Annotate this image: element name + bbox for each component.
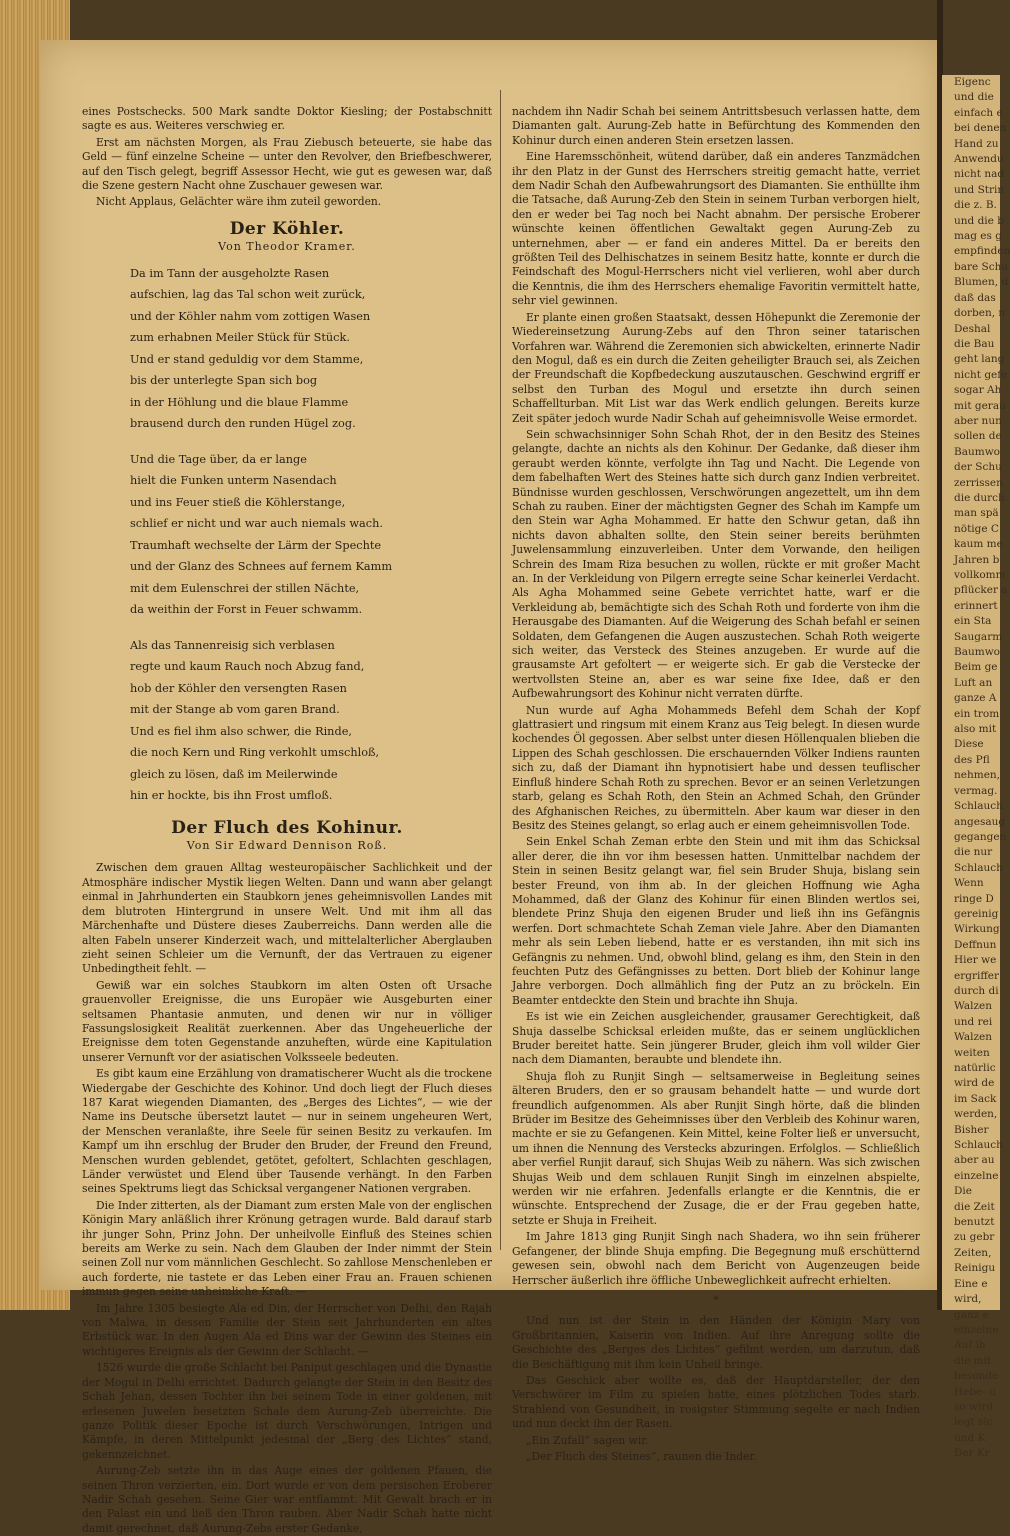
fragment-line: sollen de [954,430,1002,443]
fragment-line: wird de [954,1077,995,1090]
fragment-line: sogar Ah [954,384,1002,397]
poem-line: Und er stand geduldig vor dem Stamme, [130,352,364,366]
poem-line: da weithin der Forst in Feuer schwamm. [130,603,363,617]
fragment-line: erinnert [954,599,998,612]
intro-paragraph: Erst am nächsten Morgen, als Frau Ziebusch beteuerte, sie habe das Geld — fünf einzelne Scheine — unter den Revolver, den Briefbeschwerer, auf den Tisch gelegt, begriff Assessor Hecht, wie gut es gewesen war, daß die Szene gestern Nacht ohne Zuschauer gewesen war. [82,135,492,193]
section-separator: * [713,1294,719,1306]
adjacent-page-fragment [942,75,1010,1460]
story-continuation [512,105,920,1288]
fragment-line: bei denen [954,122,1007,135]
fragment-line: die durch [954,491,1005,504]
fragment-line: der Schu [954,461,1002,474]
fragment-line: im Sack [954,1092,997,1105]
paragraph: Sein Enkel Schah Zeman erbte den Stein und mit ihm das Schicksal aller derer, die ihn vor ihm besessen hatten. Unmittelbar nachdem der Stein in seinen Besitz gelangt war, fiel sein Bruder Shuja, bislang sein bester Freund, von ihm ab. In der gleichen Hoffnung wie Agha Mohammed, daß der Glanz des Kohinur für einen Blinden wertlos sei, blendete Prinz Shuja den eigenen Bruder und ließ ihn ins Gefängnis werfen. Dort schmachtete Schah Zeman viele Jahre. Aber den Diamanten mehr als sein Leben liebend, hatte er es verstanden, ihn mit sich ins Gefängnis zu nehmen. Und, obwohl blind, gelang es ihm, den Stein in den feuchten Putz des Gefängnisses zu betten. Dort blieb der Kohinur lange Jahre verborgen. Doch allmählich fing der Putz an zu bröckeln. Ein Beamter entdeckte den Stein und brachte ihn Shuja. [512,835,920,1007]
fragment-line: Saugarm [954,630,1003,643]
paragraph: Es gibt kaum eine Erzählung von dramatischerer Wucht als die trockene Wiedergabe der Geschichte des Kohinor. Und doch liegt der Fluch dieses 187 Karat wiegenden Diamanten, des „Berges des Lichtes“, — wie der Name ins Deutsche übersetzt lautet — nur in seinem ungeheuren Wert, der Menschen veranlaßte, ihre Seele für seinen Besitz zu verkaufen. Im Kampf um ihn erschlug der Bruder den Bruder, der Freund den Freund, Menschen wurden geblendet, getötet, gefoltert, Schlachten geschlagen, Länder verwüstet und Elend über Tausende verhängt. In den Farben seines Spektrums liegt das Schicksal vergangener Nationen vergraben. [82,1067,492,1196]
fragment-line: zu gebr [954,1231,995,1244]
fragment-line: ein Sta [954,615,992,628]
poem-line: Traumhaft wechselte der Lärm der Spechte [130,538,382,552]
fragment-line: die nur [954,846,993,859]
fragment-line: die z. B. [954,199,997,212]
poem-author: Von Theodor Kramer. [218,240,356,254]
fragment-line: kaum me [954,538,1003,551]
paragraph: Das Geschick aber wollte es, daß der Hauptdarsteller, der den Verschwörer im Film zu spielen hatte, eines plötzlichen Todes starb. Strahlend von Gesundheit, in rosigster Stimmung segelte er nach Indien und nun deckt ihn der Rasen. [512,1373,920,1431]
fragment-line: Diese [954,738,984,751]
paragraph: 1526 wurde die große Schlacht bei Paniput geschlagen und die Dynastie der Mogul in Delhi errichtet. Dadurch gelangte der Stein in den Besitz des Schah Jehan, dessen Tochter ihn bei seinem Tode in einer goldenen, mit erlesenen Juwelen besetzten Schale dem Aurung-Zeb überreichte. Die ganze Politik dieser Epoche ist durch Verschwörungen, Intrigen und Kämpfe, in deren Mittelpunkt jedesmal der „Berg des Lichtes“ stand, gekennzeichnet. [82,1361,492,1461]
fragment-line: Wirkung [954,923,1000,936]
poem-line: und ins Feuer stieß die Köhlerstange, [130,495,346,509]
fragment-line: Jahren b [954,553,1000,566]
fragment-line: die Zeit [954,1200,995,1213]
fragment-line: ringe D [954,892,994,905]
poem-line: Als das Tannenreisig sich verblasen [130,638,335,652]
right-column [512,105,920,1463]
fragment-line: aber au [954,1154,995,1167]
fragment-line: Der Kr [954,1447,990,1460]
fragment-line: vollkomm [954,569,1006,581]
fragment-line: mag es g [954,230,1002,243]
fragment-line: werden, [954,1108,998,1121]
fragment-line: ein trom [954,707,1000,720]
fragment-line: Hebe- u [954,1385,996,1398]
paragraph: Shuja floh zu Runjit Singh — seltsamerweise in Begleitung seines älteren Bruders, den er so grausam behandelt hatte — und wurde dort freundlich aufgenommen. Als aber Runjit Singh hörte, daß die blinden Brüder im Besitze des Geheimnisses über den Verbleib des Kohinur waren, machte er sie zu Gefangenen. Kein Mittel, keine Folter ließ er unversucht, um ihnen die Nennung des Verstecks abzuringen. Erfolglos. — Schließlich aber verfiel Runjit darauf, sich Shujas Weib zu nähern. Was sich zwischen Shujas Weib und dem schlauen Runjit Singh im einzelnen abspielte, werden wir nie erfahren. Jedenfalls erlangte er die Kenntnis, die er wünschte. Entsprechend der Zusage, die er der Frau gegeben hatte, setzte er Shuja in Freiheit. [512,1069,920,1227]
poem-line: Und es fiel ihm also schwer, die Rinde, [130,724,352,738]
fragment-line: Schlauch [954,861,1003,874]
fragment-line: also mit [954,723,997,736]
fragment-line: Eigenc [954,76,991,88]
fragment-line: Hand zu [954,137,999,150]
fragment-line: und rei [954,1015,993,1028]
fragment-line: geht lang [954,353,1005,366]
poem-line: die noch Kern und Ring verkohlt umschloß, [130,746,380,760]
paragraph: Sein schwachsinniger Sohn Schah Rhot, der in den Besitz des Steines gelangte, dachte an nichts als den Kohinur. Der Gedanke, daß dieser ihm geraubt werden könnte, verfolgte ihn Tag und Nacht. Die Legende von dem fabelhaften Wert des Steines hatte sich durch ganz Indien verbreitet. Bündnisse wurden geschlossen, Verschwörungen angezettelt, um ihn dem Schah zu rauben. Einer der mächtigsten Gegner des Schah im Kampfe um den Stein war Agha Mohammed. Er hatte den Schwur getan, daß ihn nichts davon abhalten sollte, den Stein seiner bereits berühmten Juwelensammlung einzuverleiben. Unter dem Vorwande, den heiligen Schrein des Imam Riza besuchen zu wollen, rückte er mit großer Macht an. In der Verkleidung von Pilgern erregte seine Schar keinerlei Verdacht. Als Agha Mohammed seine Gebete verrichtet hatte, warf er die Verkleidung ab, bemächtigte sich des Schah Roth und forderte von ihm die Herausgabe des Diamanten. Auf die Weigerung des Schah befahl er seinen Soldaten, dem Gefangenen die Augen auszustechen. Schah Roth weigerte sich weiter, das Versteck des Steines anzugeben. Er wurde auf die grausamste Art gefoltert — er weigerte sich. Er gab die Verstecke der wertvollsten Steine an, aber es war seine fixe Idee, daß er den Aufbewahrungsort des Kohinur nicht verraten dürfte. [512,427,920,701]
fragment-line: Walzen [954,1031,993,1044]
fragment-line: besonde [954,1370,999,1383]
story-author: Von Sir Edward Dennison Roß. [186,839,388,853]
fragment-line: gegangen [954,830,1007,843]
fragment-line: angesaug [954,815,1006,828]
paragraph: Nun wurde auf Agha Mohammeds Befehl dem Schah der Kopf glattrasiert und ringsum mit einem Kranz aus Teig belegt. In diesen wurde kochendes Öl gegossen. Aber selbst unter diesen Höllenqualen blieben die Lippen des Schah geschlossen. Die erschauernden Völker Indiens raunten sich zu, daß der Diamant ihn hypnotisiert habe und dessen teuflischer Einfluß hindere Schah Roth zu sprechen. Bevor er an seinen Verletzungen starb, gelang es Schah Roth, den Stein an Achmed Schah, den Gründer des Afghanischen Reiches, zu übermitteln. Aber kaum war dieser in den Besitz des Steines gelangt, so erlag auch er einem geheimnisvollen Tode. [512,703,920,832]
fragment-line: ganz e [954,1308,989,1321]
fragment-line: einzelne [954,1323,999,1336]
fragment-line: Wenn [954,877,984,890]
fragment-line: weiten [954,1046,990,1059]
fragment-line: Reinigu [954,1262,996,1275]
poem-title: Der Köhler. [229,218,345,239]
poem-line: hin er hockte, bis ihn Frost umfloß. [130,789,333,803]
poem-line: hob der Köhler den versengten Rasen [130,681,347,695]
poem-stanza [130,263,492,435]
fragment-line: Hier we [954,954,997,967]
fragment-line: Schlauch [954,1139,1003,1152]
fragment-line: Luft an [954,676,993,689]
paragraph: Gewiß war ein solches Staubkorn im alten Osten oft Ursache grauenvoller Ereignisse, die uns Europäer wie Ausgeburten einer seltsamen Phantasie anmuten, und denen wir nur in völliger Fassungslosigkeit Realität zuerkennen. Aber das Ungeheuerliche der Ereignisse dem toten Gegenstande anzuheften, würde eine Kapitulation unserer Vernunft vor der asiatischen Volksseele bedeuten. [82,978,492,1064]
fragment-line: und Strin [954,183,1005,196]
paragraph: nachdem ihn Nadir Schah bei seinem Antrittsbesuch verlassen hatte, dem Diamanten galt. Aurung-Zeb hatte in Befürchtung des Kommenden den Kohinur durch einen anderen Stein ersetzen lassen. [512,105,920,147]
fragment-line: und K [954,1431,986,1444]
fragment-line: Die [954,1185,972,1198]
fragment-line: Zeiten, [954,1246,992,1259]
fragment-line: natürlic [954,1062,996,1074]
fragment-line: und die b [954,214,1004,227]
fragment-line: dorben, n [954,307,1006,320]
fragment-line: des Pfl [954,753,990,766]
fragment-line: bare Schu [954,260,1009,273]
fragment-line: wird, [954,1293,982,1306]
fragment-line: aber nun [954,414,1002,427]
fragment-line: Baumwo [954,646,1001,659]
fragment-line: die mit [954,1354,992,1367]
poem-line: gleich zu lösen, daß im Meilerwinde [130,767,338,781]
poem-line: mit dem Eulenschrei der stillen Nächte, [130,581,360,595]
intro-paragraph: Nicht Applaus, Gelächter wäre ihm zuteil geworden. [96,195,382,209]
poem-line: brausend durch den runden Hügel zog. [130,417,356,431]
story-closing [512,1314,920,1464]
intro-paragraph: eines Postschecks. 500 Mark sandte Doktor Kiesling; der Postabschnitt sagte es aus. Weiteres verschwieg er. [82,105,492,133]
fragment-line: Anwendu [954,153,1004,166]
fragment-line: Deffnun [954,938,997,951]
fragment-line: Walzen [954,1000,993,1013]
fragment-line: gereinig [954,907,999,920]
fragment-line: legt sic [954,1416,993,1429]
fragment-line: einzelne [954,1169,999,1182]
fragment-line: nicht gefe [954,368,1008,381]
story-body [82,861,492,1536]
paragraph: „Der Fluch des Steines“, raunen die Inder. [526,1449,757,1463]
poem-line: Da im Tann der ausgeholzte Rasen [130,266,330,280]
fragment-line: Eine e [954,1277,988,1290]
fragment-line: benutzt [954,1216,995,1229]
poem-kohler [82,263,492,807]
paragraph: Es ist wie ein Zeichen ausgleichender, grausamer Gerechtigkeit, daß Shuja dasselbe Schicksal erleiden mußte, das er seinem unglücklichen Bruder bereitet hatte. Sein jüngerer Bruder, gleich ihm voll wilder Gier nach dem Diamanten, beraubte und blendete ihn. [512,1010,920,1067]
fragment-line: Bisher [954,1123,989,1136]
paragraph: Eine Haremsschönheit, wütend darüber, daß ein anderes Tanzmädchen ihr den Platz in der Gunst des Herrschers streitig gemacht hatte, verriet dem Nadir Schah den Aufbewahrungsort des Diamanten. Sie enthüllte ihm die Tatsache, daß Aurung-Zeb den Stein in seinem Turban verborgen hielt, den er weder bei Tag noch bei Nacht abnahm. Der persische Eroberer wünschte keinen öffentlichen Gewaltakt gegen Aurung-Zeb zu unternehmen, aber — er fand ein anderes Mittel. Da er bereits den größten Teil des Delhischatzes in seinem Besitz hatte, konnte er durch die Feindschaft des Mogul-Herrschers nicht viel verlieren, wohl aber durch die Kenntnis, die ihm des Herrschers ehemalige Favoritin vermittelt hatte, sehr viel gewinnen. [512,150,920,308]
left-column [82,105,492,1535]
fragment-line: Deshal [954,322,991,335]
column-divider [500,90,501,1250]
poem-line: hielt die Funken unterm Nasendach [130,474,337,488]
fragment-line: nehmen, [954,769,1001,782]
paragraph: Aurung-Zeb setzte ihn in das Auge eines der goldenen Pfauen, die seinen Thron verzierten, ein. Dort wurde er von dem persischen Eroberer Nadir Schah gesehen. Seine Gier war entflammt. Mit Gewalt brach er in den Palast ein und ließ den Thron rauben. Aber Nadir Schah hatte nicht damit gerechnet, daß Aurung-Zebs erster Gedanke, [82,1464,492,1535]
poem-stanza [130,449,492,621]
poem-line: regte und kaum Rauch noch Abzug fand, [130,660,365,674]
paragraph: Zwischen dem grauen Alltag westeuropäischer Sachlichkeit und der Atmosphäre indischer Mystik liegen Welten. Dann und wann aber gelangt einmal in Jahrhunderten ein Staubkorn jenes geheimnisvollen Landes mit dem blutroten Hintergrund in unsere Welt. Und mit ihm all das Märchenhafte und Düstere dieses Zauberreichs. Dann werden alle die alten Fabeln unserer Kinderzeit wach, und mittelalterlicher Aberglauben zieht seinen Schleier um die Vernunft, der das Vertrauen zu eigener Unbedingtheit fehlt. — [82,861,492,976]
poem-line: Und die Tage über, da er lange [130,452,307,466]
poem-stanza [130,635,492,807]
poem-line: und der Köhler nahm vom zottigen Wasen [130,309,371,323]
poem-line: mit der Stange ab vom garen Brand. [130,703,340,717]
fragment-line: daß das [954,291,996,304]
paragraph: Die Inder zitterten, als der Diamant zum ersten Male von der englischen Königin Mary anläßlich ihrer Krönung getragen wurde. Bald darauf starb ihr junger Sohn, Prinz John. Der unheilvolle Einfluß des Steines schien bereits am Werke zu sein. Nach dem Glauben der Inder nimmt der Stein seinen Zoll nur vom männlichen Geschlecht. So zahllose Menschenleben er auch forderte, nie tastete er das Leben einer Frau an. Frauen schienen immun gegen seine unheimliche Kraft. — [82,1198,492,1299]
paragraph: Er plante einen großen Staatsakt, dessen Höhepunkt die Zeremonie der Wiedereinsetzung Aurung-Zebs auf den Thron seiner tatarischen Vorfahren war. Während die Zeremonien sich abwickelten, erinnerte Nadir den Mogul, daß es ein durch die Zeiten geheiligter Brauch sei, als Zeichen der Freundschaft die Kopfbedeckung auszutauschen. Geschwind ergriff er selbst den Turban des Mogul und ersetzte ihn durch seinen Schaffellturban. Mit List war das Werk endlich gelungen. Bereits kurze Zeit später jedoch wurde Nadir Schah auf geheimnisvolle Weise ermordet. [512,310,920,425]
fragment-line: nötige C [954,522,999,535]
fragment-line: Auf ih [954,1339,986,1352]
fragment-line: ergriffer [954,969,1000,982]
fragment-line: Schlauch [954,800,1003,813]
fragment-line: einfach e [954,106,1003,119]
paragraph: Im Jahre 1305 besiegte Ala ed Din, der Herrscher von Delhi, den Rajah von Malwa, in dessen Familie der Stein seit Jahrhunderten ein altes Erbstück war. In den Augen Ala ed Dins war der Gewinn des Steines ein wichtigeres Ereignis als der Gewinn der Schlacht. — [82,1301,492,1358]
paragraph: „Ein Zufall“ sagen wir. [526,1433,649,1447]
paragraph: Im Jahre 1813 ging Runjit Singh nach Shadera, wo ihn sein früherer Gefangener, der blinde Shuja empfing. Die Begegnung muß erschütternd gewesen sein, obwohl nach dem Bericht von Augenzeugen beide Herrscher äußerlich ihre öffliche Unbeweglichkeit aufrecht erhielten. [512,1230,920,1287]
fragment-line: zerrissen [954,476,1003,489]
fragment-line: und die [954,91,994,104]
fragment-line: ganze A [954,692,997,705]
fragment-line: so wird [954,1400,994,1413]
poem-line: und der Glanz des Schnees auf fernem Kamm [130,560,393,574]
fragment-line: Beim ge [954,661,998,674]
fragment-line: empfinden [954,245,1010,258]
poem-line: in der Höhlung und die blaue Flamme [130,395,349,409]
fragment-line: mit gerau [954,399,1006,412]
fragment-line: durch di [954,984,999,997]
fragment-line: nicht nad [954,168,1005,181]
poem-line: schlief er nicht und war auch niemals wach. [130,517,383,531]
fragment-line: Blumen, d [954,276,1009,289]
fragment-line: vermag. [954,784,998,797]
fragment-line: man spä [954,507,999,520]
poem-line: zum erhabnen Meiler Stück für Stück. [130,331,350,345]
poem-line: bis der unterlegte Span sich bog [130,374,318,388]
fragment-line: die Bau [954,337,995,350]
fragment-line: Baumwo [954,445,1001,458]
poem-line: aufschien, lag das Tal schon weit zurück, [130,288,366,302]
fragment-line: pflücker a [954,584,1008,597]
paragraph: Und nun ist der Stein in den Händen der Königin Mary von Großbritannien, Kaiserin von Indien. Auf ihre Anregung sollte die Geschichte des „Berges des Lichtes“ gefilmt werden, um darzutun, daß die Beschäftigung mit ihm kein Unheil bringe. [512,1314,920,1371]
story-title: Der Fluch des Kohinur. [171,817,403,838]
